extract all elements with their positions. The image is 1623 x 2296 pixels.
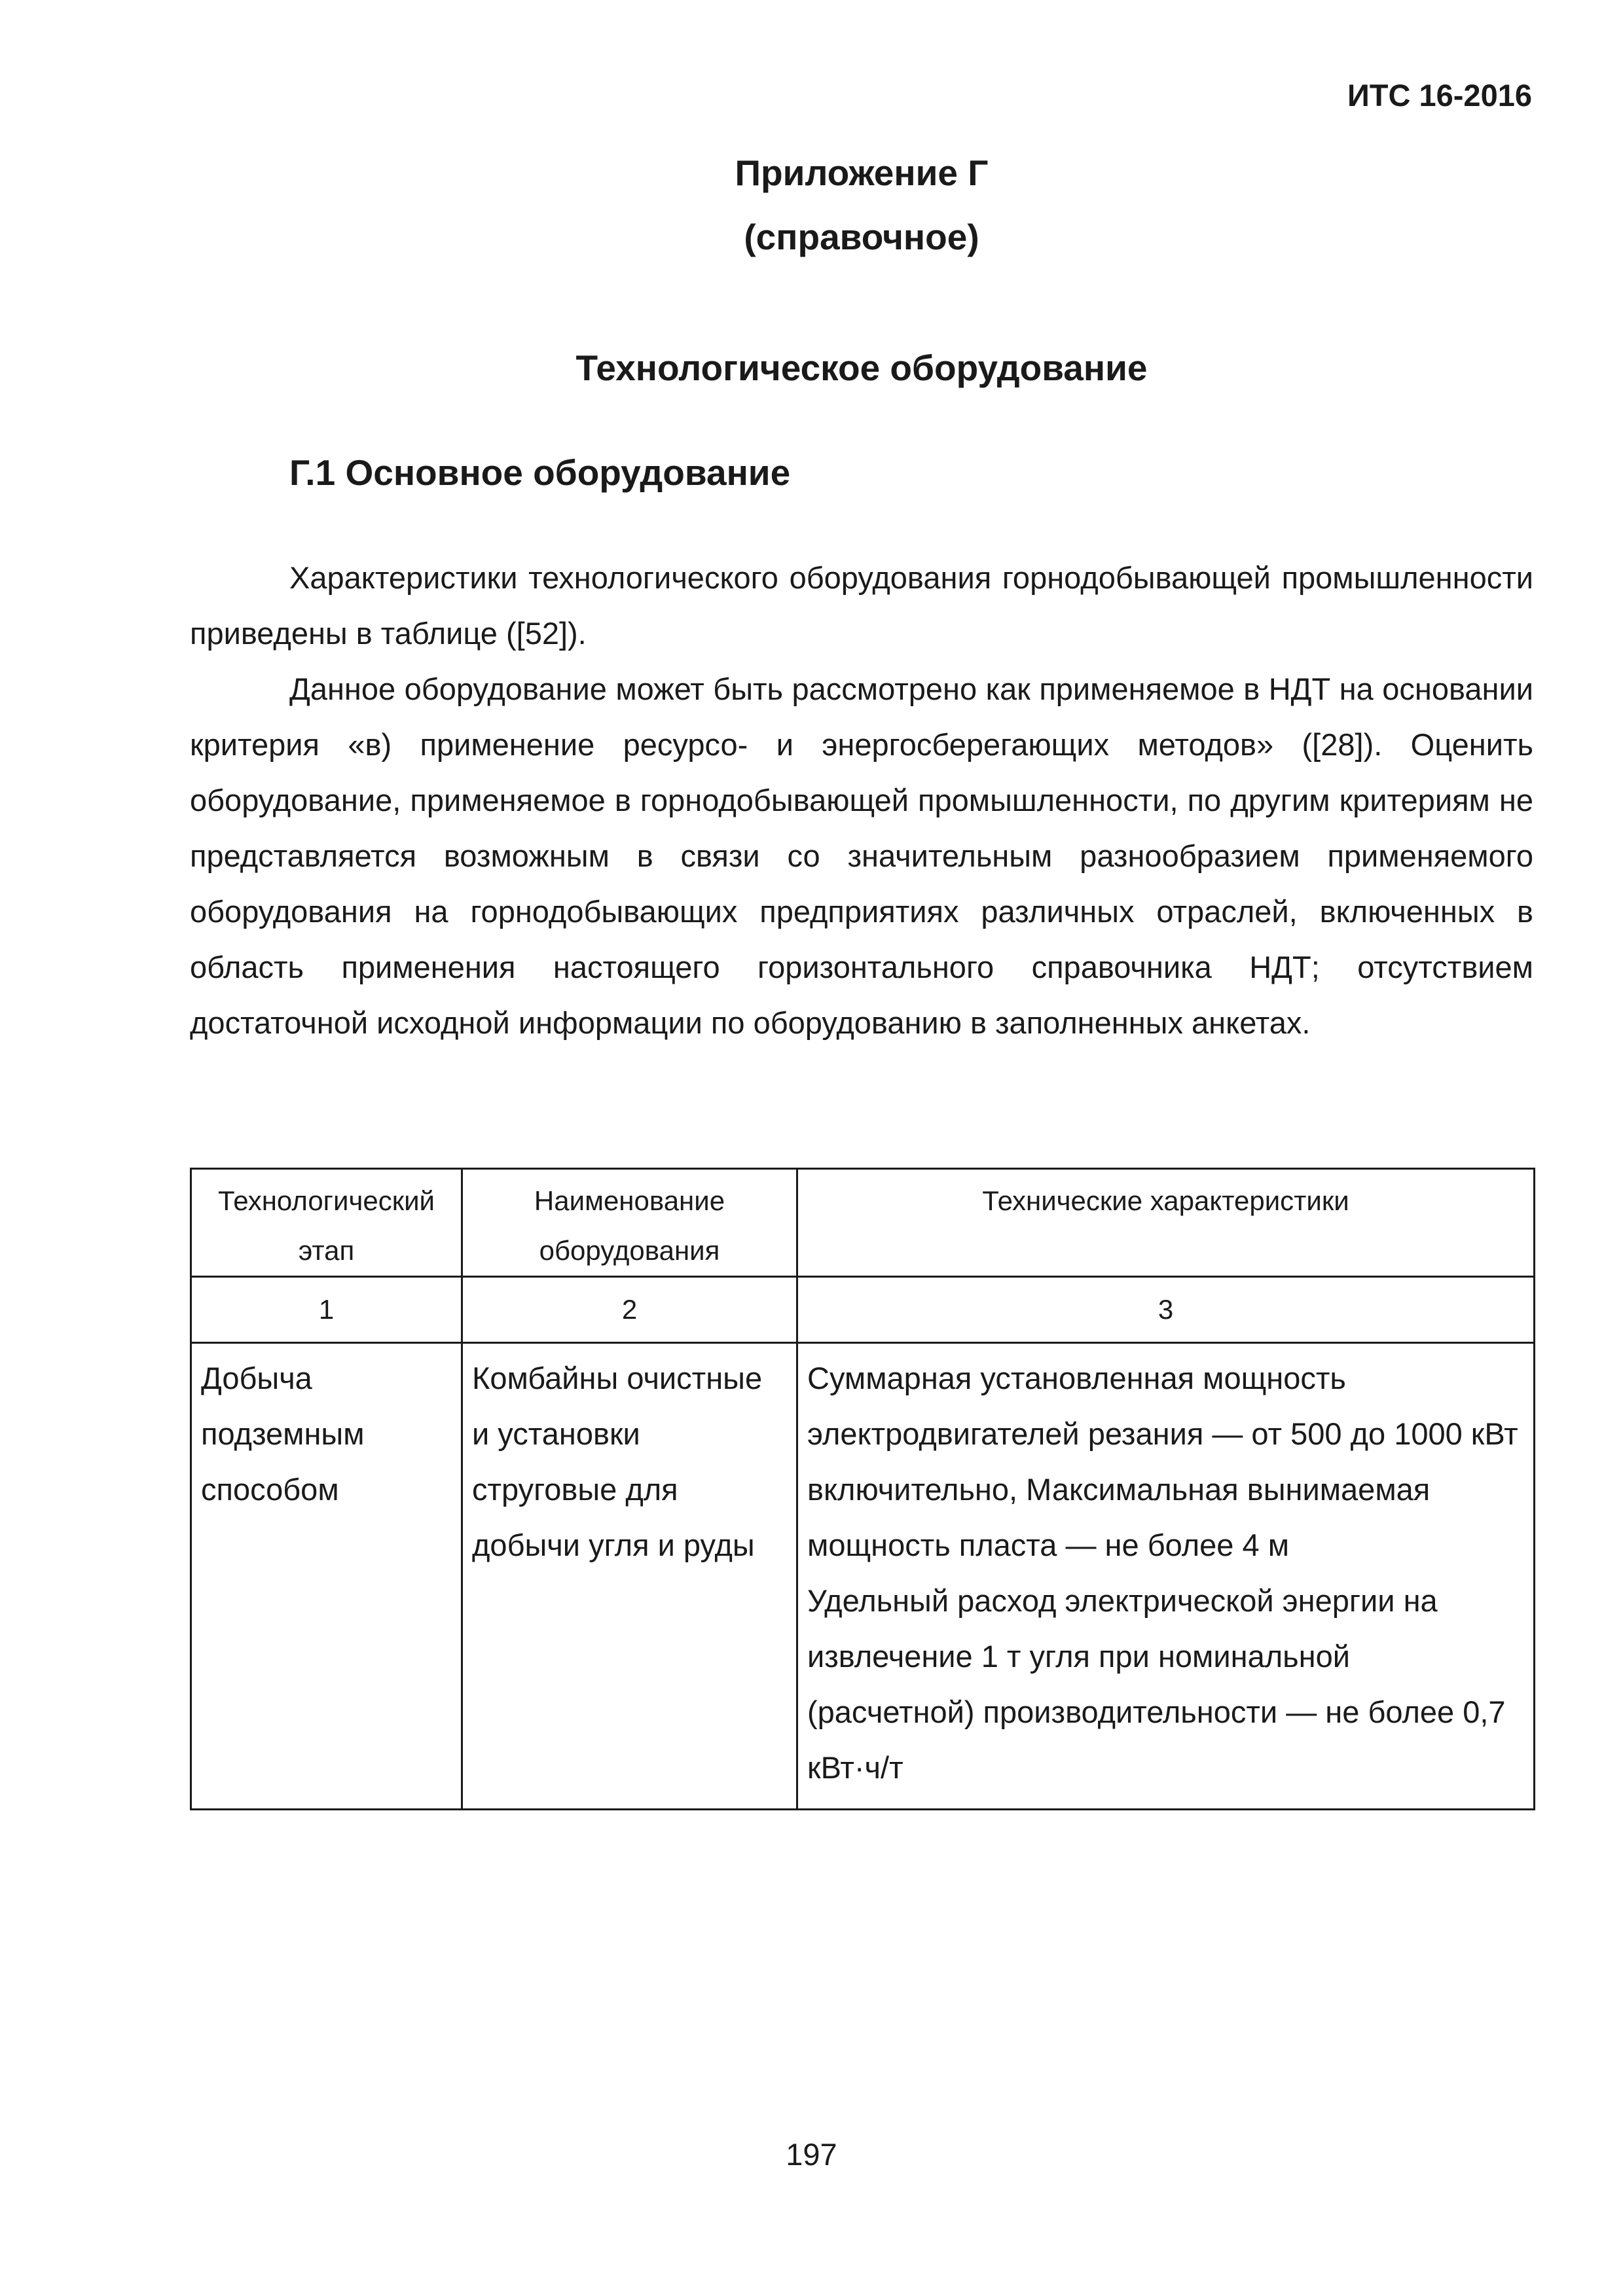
cell-stage: Добыча подземным способом [191,1343,462,1810]
table-header-row [191,1169,1535,1277]
column-header-equipment: Наименование оборудования [462,1169,797,1277]
column-number: 2 [462,1277,797,1343]
page-number: 197 [786,2137,837,2172]
table-row [191,1343,1535,1810]
appendix-subtitle: (справочное) [744,217,979,257]
subsection-title: Г.1 Основное оборудование [289,452,791,493]
column-header-specs: Технические характеристики [797,1169,1535,1277]
section-title: Технологическое оборудование [575,348,1148,388]
appendix-title: Приложение Г [735,152,989,193]
paragraph: Характеристики технологического оборудования горнодобывающей промышленности приведены в таблице ([52]). [190,560,1533,651]
cell-specs [797,1343,1535,1810]
body-text [190,550,1533,1050]
paragraph: Данное оборудование может быть рассмотрено как применяемое в НДТ на основании критерия «в) применение ресурсо- и энергосберегающих методов» ([28]). Оценить оборудование, применяемое в горнодобывающей промышленности, по другим критериям не представляется возможным в связи со значительным разнообразием применяемого оборудования на горнодобывающих предприятиях различных отраслей, включенных в область применения настоящего горизонтального справочника НДТ; отсутствием достаточной исходной информации по оборудованию в заполненных анкетах. [190,672,1533,1040]
equipment-table [190,1168,1535,1810]
column-number-row [191,1277,1535,1343]
column-number: 3 [797,1277,1535,1343]
column-header-stage: Технологический этап [191,1169,462,1277]
cell-equipment: Комбайны очистные и установки струговые для добычи угля и руды [462,1343,797,1810]
column-number: 1 [191,1277,462,1343]
spec-line: Удельный расход электрической энергии на извлечение 1 т угля при номинальной (расчетной) производительности — не более 0,7 кВт·ч/т [807,1583,1506,1785]
document-code: ИТС 16-2016 [1347,78,1532,113]
spec-line: Суммарная установленная мощность электродвигателей резания — от 500 до 1000 кВт включительно, Максимальная вынимаемая мощность пласта — не более 4 м [807,1361,1518,1562]
